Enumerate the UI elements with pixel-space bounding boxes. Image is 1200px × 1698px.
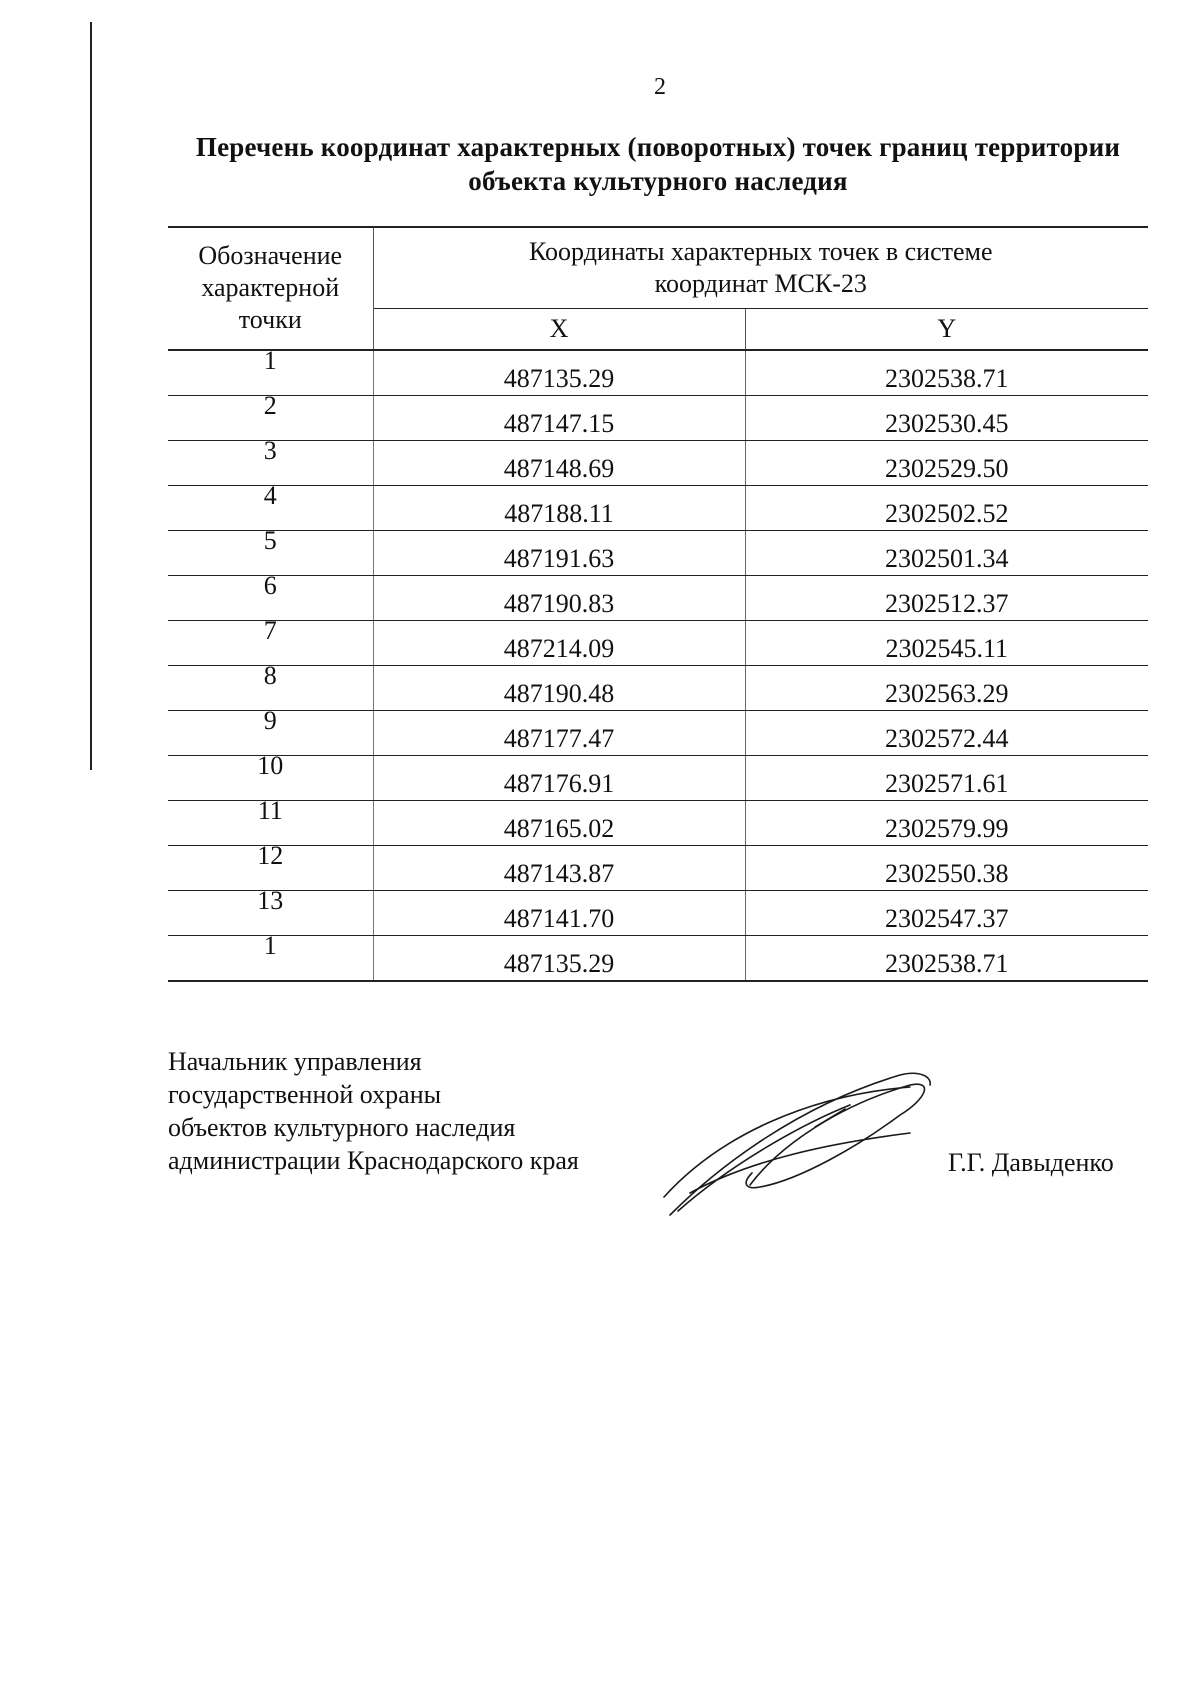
signatory-position bbox=[168, 1045, 728, 1177]
table-row bbox=[168, 666, 1148, 711]
point-number: 12 bbox=[168, 846, 373, 891]
table-row bbox=[168, 350, 1148, 396]
y-coordinate: 2302563.29 bbox=[745, 666, 1148, 711]
point-number: 4 bbox=[168, 486, 373, 531]
x-coordinate: 487188.11 bbox=[373, 486, 745, 531]
point-number: 11 bbox=[168, 801, 373, 846]
y-coordinate: 2302572.44 bbox=[745, 711, 1148, 756]
header-system-line-1: Координаты характерных точек в системе bbox=[528, 237, 993, 266]
page-number: 2 bbox=[654, 74, 666, 100]
point-number: 9 bbox=[168, 711, 373, 756]
x-coordinate: 487214.09 bbox=[373, 621, 745, 666]
header-system-line-2: координат МСК-23 bbox=[654, 269, 867, 298]
y-coordinate: 2302501.34 bbox=[745, 531, 1148, 576]
table-row bbox=[168, 531, 1148, 576]
y-coordinate: 2302571.61 bbox=[745, 756, 1148, 801]
document-title bbox=[168, 130, 1148, 198]
x-coordinate: 487135.29 bbox=[373, 936, 745, 982]
x-coordinate: 487141.70 bbox=[373, 891, 745, 936]
handwritten-signature bbox=[660, 1065, 960, 1225]
header-designation-line-3: точки bbox=[238, 305, 302, 334]
table-row bbox=[168, 486, 1148, 531]
y-coordinate: 2302538.71 bbox=[745, 936, 1148, 982]
table-row bbox=[168, 621, 1148, 666]
header-designation-line-2: характерной bbox=[201, 273, 340, 302]
x-coordinate: 487148.69 bbox=[373, 441, 745, 486]
table-row bbox=[168, 801, 1148, 846]
point-number: 7 bbox=[168, 621, 373, 666]
header-point-designation bbox=[168, 227, 373, 350]
y-coordinate: 2302550.38 bbox=[745, 846, 1148, 891]
point-number: 13 bbox=[168, 891, 373, 936]
table-row bbox=[168, 756, 1148, 801]
y-coordinate: 2302579.99 bbox=[745, 801, 1148, 846]
point-number: 1 bbox=[168, 936, 373, 982]
position-line-3: объектов культурного наследия bbox=[168, 1113, 516, 1142]
point-number: 5 bbox=[168, 531, 373, 576]
x-coordinate: 487143.87 bbox=[373, 846, 745, 891]
y-coordinate: 2302547.37 bbox=[745, 891, 1148, 936]
x-coordinate: 487191.63 bbox=[373, 531, 745, 576]
y-coordinate: 2302512.37 bbox=[745, 576, 1148, 621]
y-coordinate: 2302529.50 bbox=[745, 441, 1148, 486]
table-row bbox=[168, 576, 1148, 621]
header-y: Y bbox=[745, 309, 1148, 351]
signatory-name: Г.Г. Давыденко bbox=[948, 1148, 1114, 1177]
y-coordinate: 2302502.52 bbox=[745, 486, 1148, 531]
header-x: X bbox=[373, 309, 745, 351]
document-title-line-2: объекта культурного наследия bbox=[468, 166, 848, 196]
table-row bbox=[168, 891, 1148, 936]
x-coordinate: 487190.48 bbox=[373, 666, 745, 711]
x-coordinate: 487135.29 bbox=[373, 350, 745, 396]
table-row bbox=[168, 396, 1148, 441]
y-coordinate: 2302530.45 bbox=[745, 396, 1148, 441]
y-coordinate: 2302545.11 bbox=[745, 621, 1148, 666]
point-number: 10 bbox=[168, 756, 373, 801]
position-line-4: администрации Краснодарского края bbox=[168, 1146, 579, 1175]
margin-line bbox=[90, 22, 92, 770]
coordinates-table bbox=[168, 226, 1148, 982]
header-designation-line-1: Обозначение bbox=[198, 241, 343, 270]
point-number: 8 bbox=[168, 666, 373, 711]
x-coordinate: 487177.47 bbox=[373, 711, 745, 756]
x-coordinate: 487165.02 bbox=[373, 801, 745, 846]
point-number: 2 bbox=[168, 396, 373, 441]
point-number: 3 bbox=[168, 441, 373, 486]
y-coordinate: 2302538.71 bbox=[745, 350, 1148, 396]
position-line-2: государственной охраны bbox=[168, 1080, 442, 1109]
x-coordinate: 487176.91 bbox=[373, 756, 745, 801]
table-row bbox=[168, 846, 1148, 891]
document-title-line-1: Перечень координат характерных (поворотных) точек границ территории bbox=[195, 132, 1121, 162]
table-row bbox=[168, 711, 1148, 756]
table-row bbox=[168, 441, 1148, 486]
point-number: 6 bbox=[168, 576, 373, 621]
position-line-1: Начальник управления bbox=[168, 1047, 422, 1076]
x-coordinate: 487147.15 bbox=[373, 396, 745, 441]
point-number: 1 bbox=[168, 350, 373, 396]
table-row bbox=[168, 936, 1148, 982]
x-coordinate: 487190.83 bbox=[373, 576, 745, 621]
header-coordinate-system bbox=[373, 227, 1148, 309]
